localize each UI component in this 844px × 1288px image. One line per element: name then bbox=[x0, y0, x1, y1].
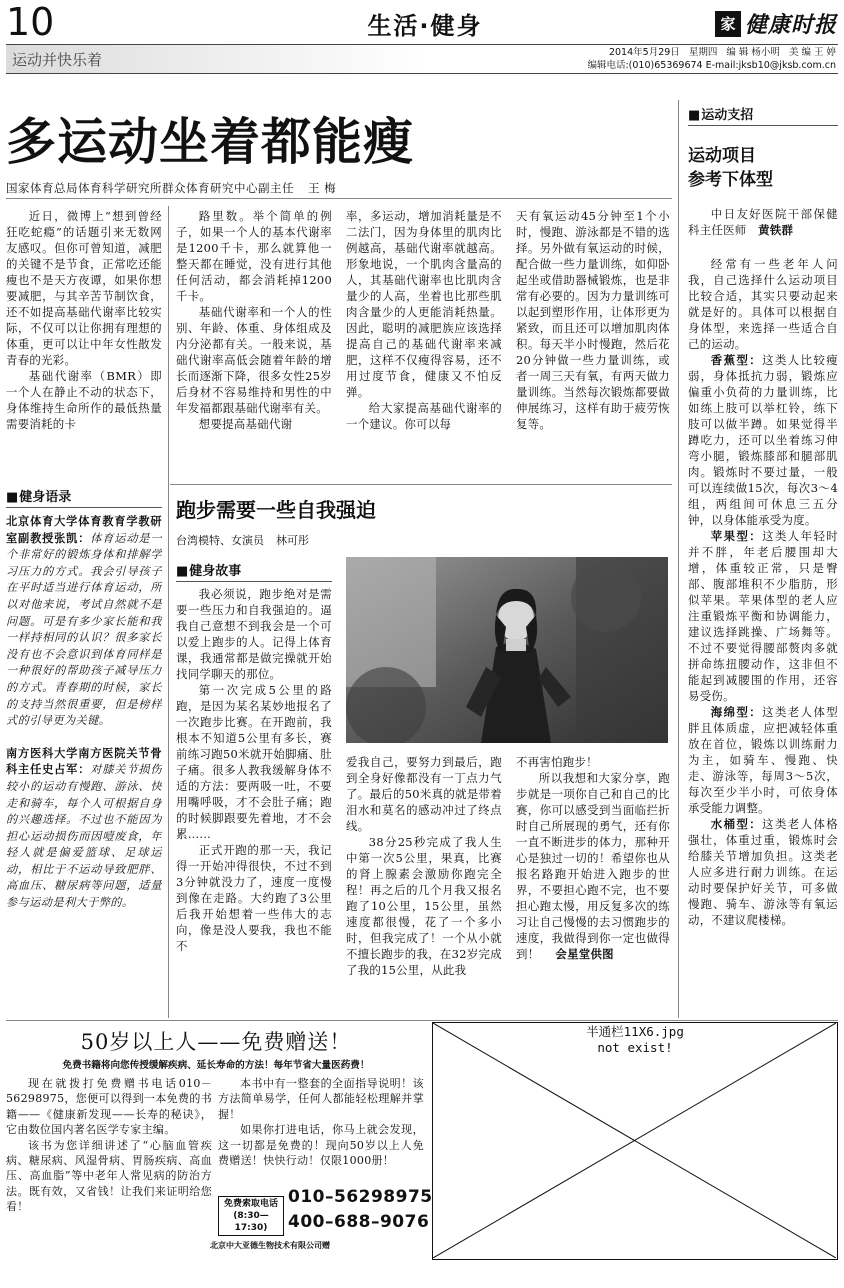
broken-image-cross-icon bbox=[433, 1023, 836, 1258]
sidebar-title bbox=[688, 144, 773, 192]
column-tag: 运动并快乐着 bbox=[12, 51, 103, 69]
placeholder-status: not exist! bbox=[597, 1040, 673, 1055]
issue-weekday: 星期四 bbox=[688, 47, 718, 58]
byline-name: 王 梅 bbox=[308, 181, 337, 195]
editor-credit: 编 辑 杨小明 bbox=[726, 47, 780, 58]
phone-box-hours: (8:30—17:30) bbox=[233, 1211, 269, 1233]
main-headline: 多运动坐着都能瘦 bbox=[6, 113, 414, 171]
placeholder-filename: 半通栏11X6.jpg bbox=[586, 1024, 684, 1039]
quote-item bbox=[6, 746, 162, 912]
main-paragraph: 基础代谢率和一个人的性别、年龄、体重、身体组成及内分泌都有关。一般来说，基础代谢率高低会随着年龄的增长而逐渐下降，很多女性25岁后身材不容易维持和男性的中年发福都跟基础代谢率有关。 bbox=[176, 305, 332, 415]
running-paragraph: 我必须说，跑步绝对是需要一些压力和自我强迫的。逼我自己意想不到我会是一个可以爱上跑步的人。记得上体育课，我通常都是做完操就开始找同学聊天的那位。 bbox=[176, 587, 332, 681]
running-headline: 跑步需要一些自我强迫 bbox=[176, 498, 376, 522]
body-type-label: 水桶型： bbox=[710, 817, 763, 831]
body-type-label: 苹果型： bbox=[710, 529, 763, 543]
sidebar-author-name: 黄铁群 bbox=[758, 223, 794, 237]
runner-photo-illustration bbox=[346, 557, 668, 743]
ad-top-rule bbox=[6, 1020, 838, 1021]
column-divider bbox=[168, 206, 169, 1018]
main-col-1 bbox=[6, 208, 162, 478]
byline-rule bbox=[6, 198, 672, 199]
sidebar-heading: ■ 运动支招 bbox=[688, 104, 838, 126]
sidebar-author-affiliation: 中日友好医院干部保健科主任医师 bbox=[688, 207, 838, 237]
sidebar-paragraph bbox=[688, 704, 838, 816]
sidebar-body bbox=[688, 256, 838, 1016]
quote-item bbox=[6, 514, 162, 730]
health-quotes-body bbox=[6, 514, 162, 1014]
running-col-1 bbox=[176, 586, 332, 1014]
page-number: 10 bbox=[6, 0, 55, 44]
sidebar-paragraph: 经常有一些老年人问我，自己选择什么运动项目比较合适，其实只要动起来就是好的。具体可以根据自身体型，来选择一些适合自己的运动。 bbox=[688, 257, 838, 351]
main-paragraph: 天有氧运动45分钟至1个小时，慢跑、游泳都是不错的选择。另外做有氧运动的时候，配合做一些力量训练，如仰卧起坐或借助器械锻炼，也是非常有必要的。因为力量训练可以起到塑形作用，让体形更为紧致，而且还可以增加肌肉体积。每天半小时慢跑，然后花20分钟做一些力量训练，或者一周三天有氧，有两天做力量训练。当然每次锻炼都要做伸展练习，这样有助于疲劳恢复等。 bbox=[516, 209, 670, 431]
main-paragraph: 基础代谢率（BMR）即一个人在静止不动的状态下，身体维持生命所作的最低热量需要消耗的卡 bbox=[6, 369, 162, 431]
quote-speaker: 北京体育大学体育教育学教研室副教授张凯： bbox=[6, 515, 162, 545]
ad-paragraph: 该书为您详细讲述了“心脑血管疾病、糖尿病、风湿骨病、胃肠疾病、高血压、高血脂”等中老年人常见病的防治方法。既有效，又省钱！让我们来证明给您看！ bbox=[6, 1138, 212, 1214]
running-paragraph: 正式开跑的那一天，我记得一开始冲得很快，不过不到3分钟就没力了，速度一度慢到像在走路。大约跑了3公里后我开始想着一些伟大的志向，像是没人要我，我也不能不 bbox=[176, 843, 332, 953]
body-type-text: 这类人比较瘦弱，身体抵抗力弱，锻炼应偏重小负荷的力量训练，比如练上肢可以举杠铃，练下肢可以做半蹲。如果觉得半蹲吃力，还可以坐着练习伸弯小腿，锻炼膝部和腿部肌肉。锻炼时不要过量，一般可以连续做15次，每次3～4组，两组间可休息三五分钟，以身体能承受为度。 bbox=[688, 353, 838, 527]
main-paragraph: 路里数。举个简单的例子，如果一个人的基本代谢率是1200千卡，那么就算他一整天都在睡觉，没有进行其他任何活动，都会消耗掉1200千卡。 bbox=[176, 209, 332, 303]
main-col-2 bbox=[176, 208, 332, 478]
main-byline bbox=[6, 180, 336, 196]
byline-affiliation: 国家体育总局体育科学研究所群众体育研究中心副主任 bbox=[6, 181, 294, 195]
running-col-3 bbox=[516, 754, 670, 1014]
body-type-label: 海绵型： bbox=[710, 705, 763, 719]
sidebar-author bbox=[688, 206, 838, 242]
story-rule bbox=[170, 484, 672, 485]
ad-paragraph: 如果你打进电话，你马上就会发现，这一切都是免费的！现向50岁以上人免费赠送！快快行动！仅限1000册！ bbox=[218, 1123, 424, 1168]
phone-number-2: 400–688–9076 bbox=[288, 1212, 430, 1232]
main-col-4 bbox=[516, 208, 670, 478]
running-paragraph: 爱我自己，要努力到最后，跑到全身好像都没有一丁点力气了。最后的50米真的就是带着泪水和莫名的感动冲过了终点线。 bbox=[346, 755, 502, 833]
issue-date: 2014年5月29日 bbox=[608, 47, 680, 58]
running-text: 所以我想和大家分享，跑步就是一项你自己和自己的比赛，你可以感受到当面临拦折时自己所展现的勇气，还有你一直不断进步的体力，那种开心是独过一切的！希望你也从报名路跑开始进入跑步的世界，不要担心跑不完，也不要担心跑太慢，用反复多次的练习让自己慢慢的去习惯跑步的速度，我做得到你一定也做得到！ bbox=[516, 771, 670, 961]
header-band bbox=[6, 44, 838, 74]
quote-speaker: 南方医科大学南方医院关节骨科主任史占军： bbox=[6, 746, 162, 777]
running-col-2 bbox=[346, 754, 502, 1014]
main-paragraph: 给大家提高基础代谢率的一个建议。你可以每 bbox=[346, 401, 502, 431]
running-paragraph: 38分25秒完成了我人生中第一次5公里，果真，比赛的肾上腺素会激励你跑完全程！再之后的几个月我又报名跑了10公里，15公里，虽然速度都很慢，花了一个多小时，但我完成了！一个从小就不擅长跑步的我，在32岁完成了我的15公里，从此我 bbox=[346, 835, 502, 977]
ad-col-2 bbox=[218, 1076, 424, 1194]
missing-ad-image bbox=[432, 1022, 838, 1260]
body-type-text: 这类人年轻时并不胖，年老后腰围却大增，体重较正常，只是臀部、腹部堆积不少脂肪，形似苹果。苹果体型的老人应注重锻炼平衡和协调能力，建议选择跳操、广场舞等。不过不要觉得腰部赘肉多就拼命练扭腰动作，这非但不能起到减腰围的作用，还容易受伤。 bbox=[688, 529, 838, 703]
sidebar-title-line-2: 参考下体型 bbox=[688, 170, 773, 190]
main-paragraph: 率，多运动，增加消耗量是不二法门，因为身体里的肌肉比例越高，基础代谢率就越高。形象地说，一个肌肉含量高的人，其基础代谢率也比肌肉含量少的人高，坐着也比那些肌肉含量少的人更能消耗热量。因此，聪明的减肥族应该选择提高自己的基础代谢率来减肥，这样不仅瘦得容易，还不用过度节食，健康又不怕反弹。 bbox=[346, 209, 502, 399]
running-paragraph: 第一次完成5公里的路跑，是因为某名某妙地报名了一次跑步比赛。在开跑前，我根本不知道5公里有多长，赛前练习跑50米就开始脚痛、肚子痛。很多人教我缓解身体不适的方法：要两吸一吐，不要用嘴呼吸，才不会肚子痛；跑的时候脚跟要先着地，才不会累…… bbox=[176, 683, 332, 841]
phone-hotline-box bbox=[218, 1196, 284, 1236]
sidebar-title-line-1: 运动项目 bbox=[688, 146, 756, 166]
phone-number-1: 010–56298975 bbox=[288, 1187, 433, 1207]
running-byline-name: 林可彤 bbox=[276, 534, 309, 547]
ad-title: 50岁以上人——免费赠送！ bbox=[80, 1030, 352, 1054]
running-byline bbox=[176, 532, 309, 548]
sidebar-author-line bbox=[688, 206, 838, 238]
main-col-3 bbox=[346, 208, 502, 478]
running-paragraph bbox=[516, 770, 670, 962]
sidebar-paragraph bbox=[688, 352, 838, 528]
main-paragraph: 想要提高基础代谢 bbox=[198, 417, 293, 431]
body-type-text: 这类老人体型胖且体质虚，应把减轻体重放在首位，锻炼以训练耐力为主，如骑车、慢跑、快走、游泳等，每周3～5次，每次至少半小时，可依身体承受能力调整。 bbox=[688, 705, 838, 815]
quote-text: 对膝关节损伤较小的运动有慢跑、游泳、快走和骑车，每个人可根据自身的兴趣选择。不过也不能因为担心运动损伤而因噎废食，年轻人就是偏爱篮球、足球运动，相比于不运动导致肥胖、高血压、糖尿病等问题，适量参与运动是利大于弊的。 bbox=[6, 763, 162, 910]
logo-wordmark: 健康时报 bbox=[745, 12, 838, 38]
ad-company: 北京中大亚德生物技术有限公司赠 bbox=[210, 1241, 330, 1250]
logo-mark-icon: 家 bbox=[715, 11, 741, 37]
newspaper-logo bbox=[715, 8, 837, 39]
contact-line: 编辑电话:(010)65369674 E-mail:jksb10@jksb.com.cn bbox=[587, 59, 836, 71]
health-quotes-heading: ■ 健身语录 bbox=[6, 486, 162, 508]
placeholder-label bbox=[433, 1024, 837, 1056]
sidebar-paragraph bbox=[688, 816, 838, 928]
body-type-label: 香蕉型： bbox=[710, 353, 763, 367]
issue-meta bbox=[587, 47, 836, 72]
ad-paragraph: 现在就拨打免费赠书电话010－56298975，您便可以得到一本免费的书籍——《健康新发现——长寿的秘诀》，它由数位国内著名医学专家主编。 bbox=[6, 1077, 212, 1137]
designer-credit: 美 编 王 婷 bbox=[788, 47, 836, 58]
ad-paragraph: 本书中有一整套的全面指导说明！该方法简单易学，任何人都能轻松理解并掌握！ bbox=[218, 1077, 424, 1121]
ad-col-1 bbox=[6, 1076, 212, 1258]
main-paragraph: 近日，微博上“想到曾经狂吃蛇瘾”的话题引来无数网友感叹。但你可曾知道，减肥的关键不是节食，正常吃还能瘦也不是天方夜谭，如果你想要减肥，与其辛苦节制饮食，还不如提高基础代谢率比较实际，不仅可以让你拥有理想的体重，更可以让中年女性散发青春的光彩。 bbox=[6, 209, 162, 367]
running-byline-role: 台湾模特、女演员 bbox=[176, 534, 264, 547]
running-paragraph: 不再害怕跑步！ bbox=[516, 755, 598, 769]
fitness-story-heading: ■ 健身故事 bbox=[176, 560, 332, 582]
sidebar-paragraph bbox=[688, 528, 838, 704]
section-title: 生活·健身 bbox=[367, 12, 483, 40]
runner-photo bbox=[346, 557, 668, 743]
ad-subtitle: 免费书籍将向您传授缓解疾病、延长寿命的方法！每年节省大量医药费！ bbox=[62, 1060, 370, 1071]
photo-credit: 会星堂供图 bbox=[555, 947, 614, 961]
phone-box-label: 免费索取电话 bbox=[223, 1199, 278, 1209]
body-type-text: 这类老人体格强壮，体重过重，锻炼时会给膝关节增加负担。这类老人应多进行耐力训练。在运动时要保护好关节，可多做慢跑、骑车、游泳等有氧运动，不建议爬楼梯。 bbox=[688, 817, 838, 927]
quote-text: 体育运动是一个非常好的锻炼身体和排解学习压力的方式。我会引导孩子在平时适当进行体育运动，所以对他来说，考试自然就不是问题。可是有多少家长能和我一样持相同的认识？很多家长没有也不会意识到体育同样是一种很好的帮助孩子减导压力的方式。青春期的时候，家长的支持当然很重要，但是榜样式的引导更为关键。 bbox=[6, 531, 162, 728]
sidebar-divider bbox=[678, 100, 679, 1018]
